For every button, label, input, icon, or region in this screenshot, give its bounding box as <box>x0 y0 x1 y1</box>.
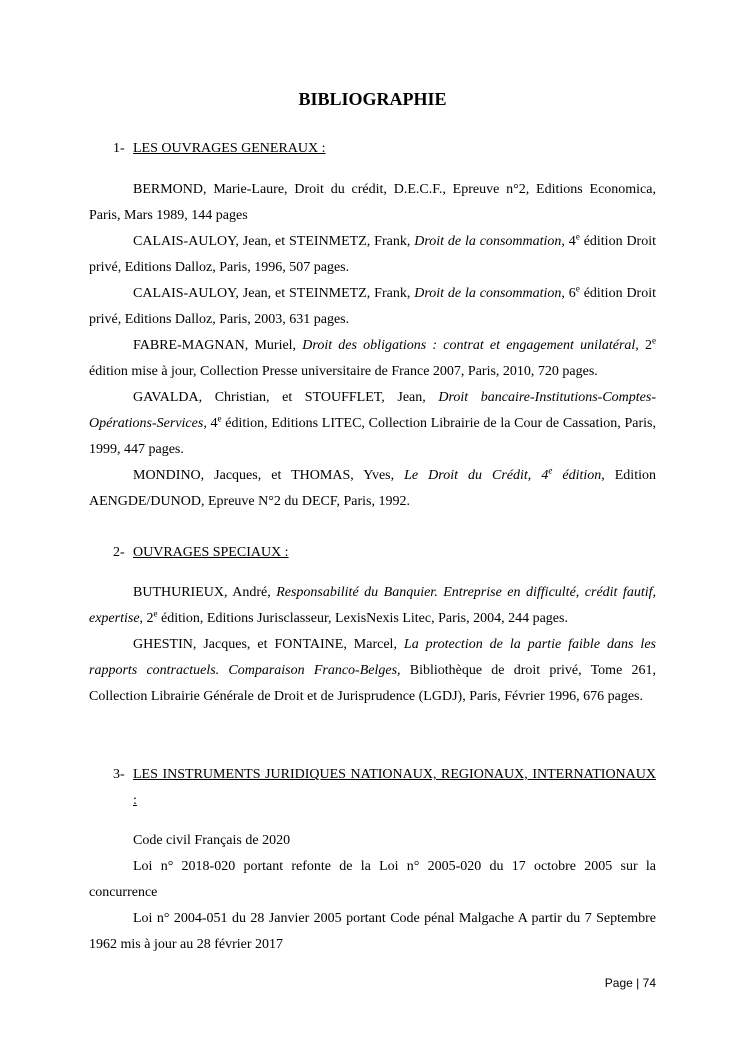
entry-text: Bibliothèque de droit privé, Tome 261, Collection Librairie Générale de Droit et de Jurisprudence (LGDJ), Paris, Février 1996, 676 pages. <box>89 663 657 704</box>
page-title: BIBLIOGRAPHIE <box>298 89 447 109</box>
entry-superscript: e <box>652 335 657 346</box>
section-number: 1- <box>113 141 125 156</box>
entry-title: Droit bancaire-Institutions-Comptes-Opérations-Services <box>89 390 656 431</box>
entry-text: édition Droit privé, Editions Dalloz, Paris, 2003, 631 pages. <box>89 286 656 327</box>
page-label: Page <box>604 976 633 990</box>
bibliography-entry <box>89 854 656 906</box>
entry-text: BUTHURIEUX, André, <box>133 585 277 600</box>
bibliography-entry <box>89 632 656 710</box>
entry-text: Loi n° 2018-020 portant refonte de la Loi n° 2005-020 du 17 octobre 2005 sur la concurrence <box>89 859 656 900</box>
section-title: LES INSTRUMENTS JURIDIQUES NATIONAUX, REGIONAUX, INTERNATIONAUX : <box>133 767 656 808</box>
section-number: 2- <box>113 545 125 560</box>
entry-text: édition, Editions Jurisclasseur, LexisNexis Litec, Paris, 2004, 244 pages. <box>157 611 568 626</box>
section-number: 3- <box>113 767 125 782</box>
bibliography-entry <box>89 906 656 958</box>
section-heading-general-works <box>113 136 326 162</box>
section-title: LES OUVRAGES GENERAUX : <box>133 141 326 156</box>
page-number: 74 <box>642 976 656 990</box>
entry-text: , 2 <box>139 611 154 626</box>
bibliography-entry <box>89 229 656 281</box>
bibliography-entry <box>89 463 656 515</box>
entry-text: BERMOND, Marie-Laure, Droit du crédit, D.E.C.F., Epreuve n°2, Editions Economica, Paris, Mars 1989, 144 pages <box>89 182 656 223</box>
bibliography-entry <box>89 177 656 229</box>
entry-superscript: e <box>575 231 580 242</box>
bibliography-entry <box>89 385 656 463</box>
entry-superscript: e <box>217 413 222 424</box>
entry-text: édition, Editions LITEC, Collection Librairie de la Cour de Cassation, Paris, 1999, 447 pages. <box>89 416 657 457</box>
entry-text: édition mise à jour, Collection Presse universitaire de France 2007, Paris, 2010, 720 pages. <box>89 364 598 379</box>
entry-title: Responsabilité du Banquier. Entreprise en difficulté, crédit fautif, expertise <box>89 585 656 626</box>
bibliography-entry <box>89 828 656 854</box>
entry-title: Droit de la consommation <box>414 234 562 249</box>
entry-text: édition Droit privé, Editions Dalloz, Paris, 1996, 507 pages. <box>89 234 656 275</box>
entry-text: , 4 <box>203 416 218 431</box>
entry-title: Le Droit du Crédit, 4 <box>404 468 549 483</box>
bibliography-entry <box>89 580 656 632</box>
entry-text: CALAIS-AULOY, Jean, et STEINMETZ, Frank, <box>133 234 415 249</box>
entry-text: , 6 <box>561 286 576 301</box>
entry-text: GAVALDA, Christian, et STOUFFLET, Jean, <box>133 390 439 405</box>
entry-text: MONDINO, Jacques, et THOMAS, Yves, <box>133 468 405 483</box>
section-heading-legal-instruments <box>113 762 656 814</box>
entry-superscript: e <box>153 608 158 619</box>
entry-title: édition <box>552 468 602 483</box>
entry-text: , 4 <box>561 234 576 249</box>
page-footer <box>605 976 656 990</box>
entry-text: GHESTIN, Jacques, et FONTAINE, Marcel, <box>133 637 404 652</box>
entry-text: , 2 <box>635 338 653 353</box>
bibliography-entry <box>89 333 656 385</box>
page-separator: | <box>636 976 640 990</box>
section-title: OUVRAGES SPECIAUX : <box>133 545 289 560</box>
entry-title: Droit des obligations : contrat et engagement unilatéral <box>302 338 636 353</box>
entry-text: Code civil Français de 2020 <box>133 833 291 848</box>
entry-title: La protection de la partie faible dans les rapports contractuels. Comparaison Franco-Belges, <box>89 637 656 678</box>
entry-superscript: e <box>575 283 580 294</box>
entry-text: Loi n° 2004-051 du 28 Janvier 2005 portant Code pénal Malgache A partir du 7 Septembre 1962 mis à jour au 28 février 2017 <box>89 911 656 952</box>
section-heading-special-works <box>113 540 289 566</box>
entry-title-superscript: e <box>548 465 553 476</box>
bibliography-entry <box>89 281 656 333</box>
entry-title: Droit de la consommation <box>414 286 562 301</box>
entry-text: FABRE-MAGNAN, Muriel, <box>133 338 303 353</box>
entry-text: , Edition AENGDE/DUNOD, Epreuve N°2 du DECF, Paris, 1992. <box>89 468 656 509</box>
entry-text: CALAIS-AULOY, Jean, et STEINMETZ, Frank, <box>133 286 415 301</box>
